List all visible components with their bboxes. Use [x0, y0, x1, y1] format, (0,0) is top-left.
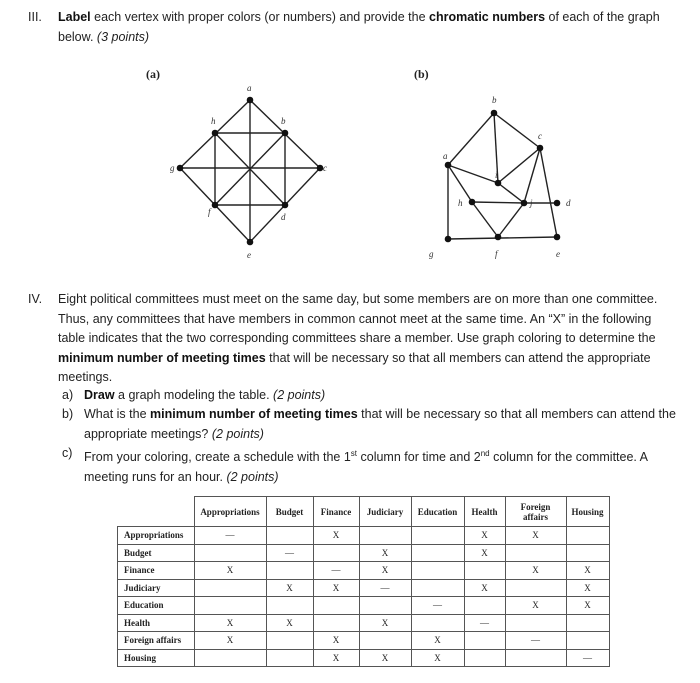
- table-cell: [313, 597, 359, 615]
- table-cell: X: [566, 597, 609, 615]
- table-cell: X: [411, 632, 464, 650]
- section-3-number: III.: [28, 10, 42, 24]
- table-cell: [411, 579, 464, 597]
- label-keyword: Label: [58, 10, 91, 24]
- table-cell: X: [359, 649, 411, 667]
- label-g: g: [429, 249, 434, 259]
- table-cell: [359, 527, 411, 545]
- table-cell: —: [359, 579, 411, 597]
- label-e: e: [556, 249, 560, 259]
- table-cell: [464, 597, 505, 615]
- part-c-sup2: nd: [480, 449, 490, 458]
- part-c-label: c): [62, 446, 73, 460]
- part-c-post: column for the committee. A: [489, 450, 649, 465]
- table-row: [118, 527, 610, 545]
- row-header: Budget: [118, 544, 195, 562]
- table-cell: [411, 614, 464, 632]
- part-b-keyword: minimum number of meeting times: [150, 407, 358, 421]
- part-c-text: [84, 444, 684, 487]
- row-header: Appropriations: [118, 527, 195, 545]
- section-3-points: (3 points): [96, 29, 150, 44]
- vertex-d: [554, 200, 561, 207]
- table-cell: [359, 597, 411, 615]
- label-b: b: [281, 116, 286, 126]
- col-header: Foreign affairs: [505, 497, 566, 527]
- col-header: Health: [464, 497, 505, 527]
- vertex-c: [537, 145, 544, 152]
- label-d: d: [281, 212, 286, 222]
- section-4-line5: meetings.: [58, 370, 113, 384]
- part-c-sup1: st: [350, 449, 358, 458]
- table-cell: X: [313, 579, 359, 597]
- table-cell: —: [194, 527, 266, 545]
- vertex-e: [554, 234, 561, 241]
- draw-keyword: Draw: [84, 388, 115, 402]
- table-cell: X: [566, 579, 609, 597]
- label-a: a: [443, 151, 448, 161]
- table-cell: —: [505, 632, 566, 650]
- part-b-pre: What is the: [84, 407, 150, 421]
- vertex-e: [247, 239, 254, 246]
- table-cell: —: [313, 562, 359, 580]
- vertex-i: [495, 180, 502, 187]
- table-cell: [266, 632, 313, 650]
- section-4-text: [58, 290, 686, 388]
- table-cell: X: [411, 649, 464, 667]
- vertex-f: [495, 234, 502, 241]
- section-4-number: IV.: [28, 292, 43, 306]
- table-cell: [194, 579, 266, 597]
- col-header: Housing: [566, 497, 609, 527]
- table-cell: [505, 649, 566, 667]
- table-cell: [266, 649, 313, 667]
- table-cell: —: [464, 614, 505, 632]
- vertex-b: [491, 110, 498, 117]
- table-cell: X: [194, 632, 266, 650]
- label-i: i: [495, 170, 498, 180]
- label-a: a: [247, 83, 252, 93]
- table-cell: [566, 632, 609, 650]
- table-cell: [266, 562, 313, 580]
- table-cell: X: [505, 562, 566, 580]
- table-cell: [194, 597, 266, 615]
- table-cell: [505, 579, 566, 597]
- graph-a: [160, 80, 340, 265]
- table-cell: X: [266, 579, 313, 597]
- table-cell: [464, 649, 505, 667]
- vertex-j: [521, 200, 528, 207]
- table-cell: [194, 649, 266, 667]
- table-cell: [266, 597, 313, 615]
- label-f: f: [208, 207, 211, 217]
- part-a-text: [84, 386, 684, 406]
- table-row: [118, 562, 610, 580]
- table-cell: X: [505, 527, 566, 545]
- label-f: f: [495, 249, 498, 259]
- part-b-label: b): [62, 407, 74, 421]
- chromatic-numbers-keyword: chromatic numbers: [429, 10, 546, 24]
- section-3-line2: below.: [58, 29, 97, 44]
- table-cell: [411, 527, 464, 545]
- label-h: h: [211, 116, 216, 126]
- table-row: [118, 632, 610, 650]
- table-cell: X: [505, 597, 566, 615]
- section-3-text: [58, 8, 686, 47]
- table-cell: [464, 632, 505, 650]
- table-cell: [505, 544, 566, 562]
- table-cell: X: [194, 614, 266, 632]
- vertex-f: [212, 202, 219, 209]
- section-3-line1: each vertex with proper colors (or numbers) and provide the: [90, 10, 430, 24]
- table-cell: [464, 562, 505, 580]
- table-cell: X: [359, 562, 411, 580]
- table-cell: X: [464, 579, 505, 597]
- table-cell: X: [359, 614, 411, 632]
- table-cell: X: [313, 632, 359, 650]
- graph-b-title: (b): [414, 67, 429, 81]
- graph-a-title: (a): [146, 67, 160, 81]
- label-c: c: [538, 131, 542, 141]
- table-cell: [505, 614, 566, 632]
- table-header-row: [118, 497, 610, 527]
- table-row: [118, 544, 610, 562]
- col-header: Budget: [266, 497, 313, 527]
- part-b-line2: appropriate meetings?: [84, 426, 212, 441]
- table-cell: X: [266, 614, 313, 632]
- label-h: h: [458, 198, 463, 208]
- section-4-line3: table indicates that the two corresponding committees share a member. Use graph coloring to determine the: [58, 331, 656, 345]
- graph-b: [420, 85, 590, 270]
- part-a-body: a graph modeling the table.: [114, 388, 274, 402]
- label-g: g: [170, 163, 175, 173]
- table-cell: [266, 527, 313, 545]
- vertex-b: [282, 130, 289, 137]
- table-cell: [313, 544, 359, 562]
- label-b: b: [492, 95, 497, 105]
- section-4-line2: Thus, any committees that have members in common cannot meet at the same time. An “X” in the following: [58, 311, 652, 326]
- table-cell: [411, 544, 464, 562]
- row-header: Education: [118, 597, 195, 615]
- table-cell: —: [266, 544, 313, 562]
- table-row: [118, 614, 610, 632]
- part-c-line2: meeting runs for an hour.: [84, 469, 227, 484]
- table-corner: [118, 497, 195, 527]
- part-c-mid: column for time and 2: [357, 450, 481, 465]
- row-header: Housing: [118, 649, 195, 667]
- vertex-a: [247, 97, 254, 104]
- table-row: [118, 579, 610, 597]
- table-cell: X: [359, 544, 411, 562]
- row-header: Foreign affairs: [118, 632, 195, 650]
- row-header: Health: [118, 614, 195, 632]
- col-header: Education: [411, 497, 464, 527]
- part-a-points: (2 points): [273, 388, 326, 402]
- part-b-points: (2 points): [211, 426, 264, 441]
- label-e: e: [247, 250, 251, 260]
- table-cell: X: [464, 544, 505, 562]
- part-b-text: [84, 405, 684, 444]
- label-j: j: [530, 198, 533, 208]
- part-a-label: a): [62, 388, 74, 402]
- label-c: c: [323, 163, 327, 173]
- table-cell: —: [566, 649, 609, 667]
- table-cell: [194, 544, 266, 562]
- table-cell: [566, 544, 609, 562]
- row-header: Judiciary: [118, 579, 195, 597]
- col-header: Judiciary: [359, 497, 411, 527]
- table-row: [118, 649, 610, 667]
- section-4-line4: that will be necessary so that all members can attend the appropriate: [265, 350, 651, 365]
- vertex-g: [445, 236, 452, 243]
- vertex-a: [445, 162, 452, 169]
- vertex-h: [212, 130, 219, 137]
- part-c-points: (2 points): [226, 469, 279, 484]
- table-cell: X: [313, 649, 359, 667]
- vertex-d: [282, 202, 289, 209]
- table-cell: X: [313, 527, 359, 545]
- vertex-g: [177, 165, 184, 172]
- min-meeting-times-keyword: minimum number of meeting times: [58, 350, 266, 365]
- table-cell: [313, 614, 359, 632]
- vertex-h: [469, 199, 476, 206]
- committee-table: [117, 496, 610, 667]
- col-header: Appropriations: [194, 497, 266, 527]
- table-cell: [359, 632, 411, 650]
- section-4-line1: Eight political committees must meet on the same day, but some members are on more than one committee.: [58, 292, 658, 306]
- table-cell: X: [566, 562, 609, 580]
- table-row: [118, 597, 610, 615]
- part-c-pre: From your coloring, create a schedule with the 1: [84, 450, 351, 465]
- table-cell: [566, 527, 609, 545]
- part-b-post: that will be necessary so that all members can attend the: [357, 407, 676, 421]
- table-cell: [411, 562, 464, 580]
- section-3-line1-end: of each of the graph: [545, 10, 660, 24]
- table-cell: [566, 614, 609, 632]
- table-cell: X: [194, 562, 266, 580]
- table-cell: —: [411, 597, 464, 615]
- table-cell: X: [464, 527, 505, 545]
- row-header: Finance: [118, 562, 195, 580]
- col-header: Finance: [313, 497, 359, 527]
- label-d: d: [566, 198, 571, 208]
